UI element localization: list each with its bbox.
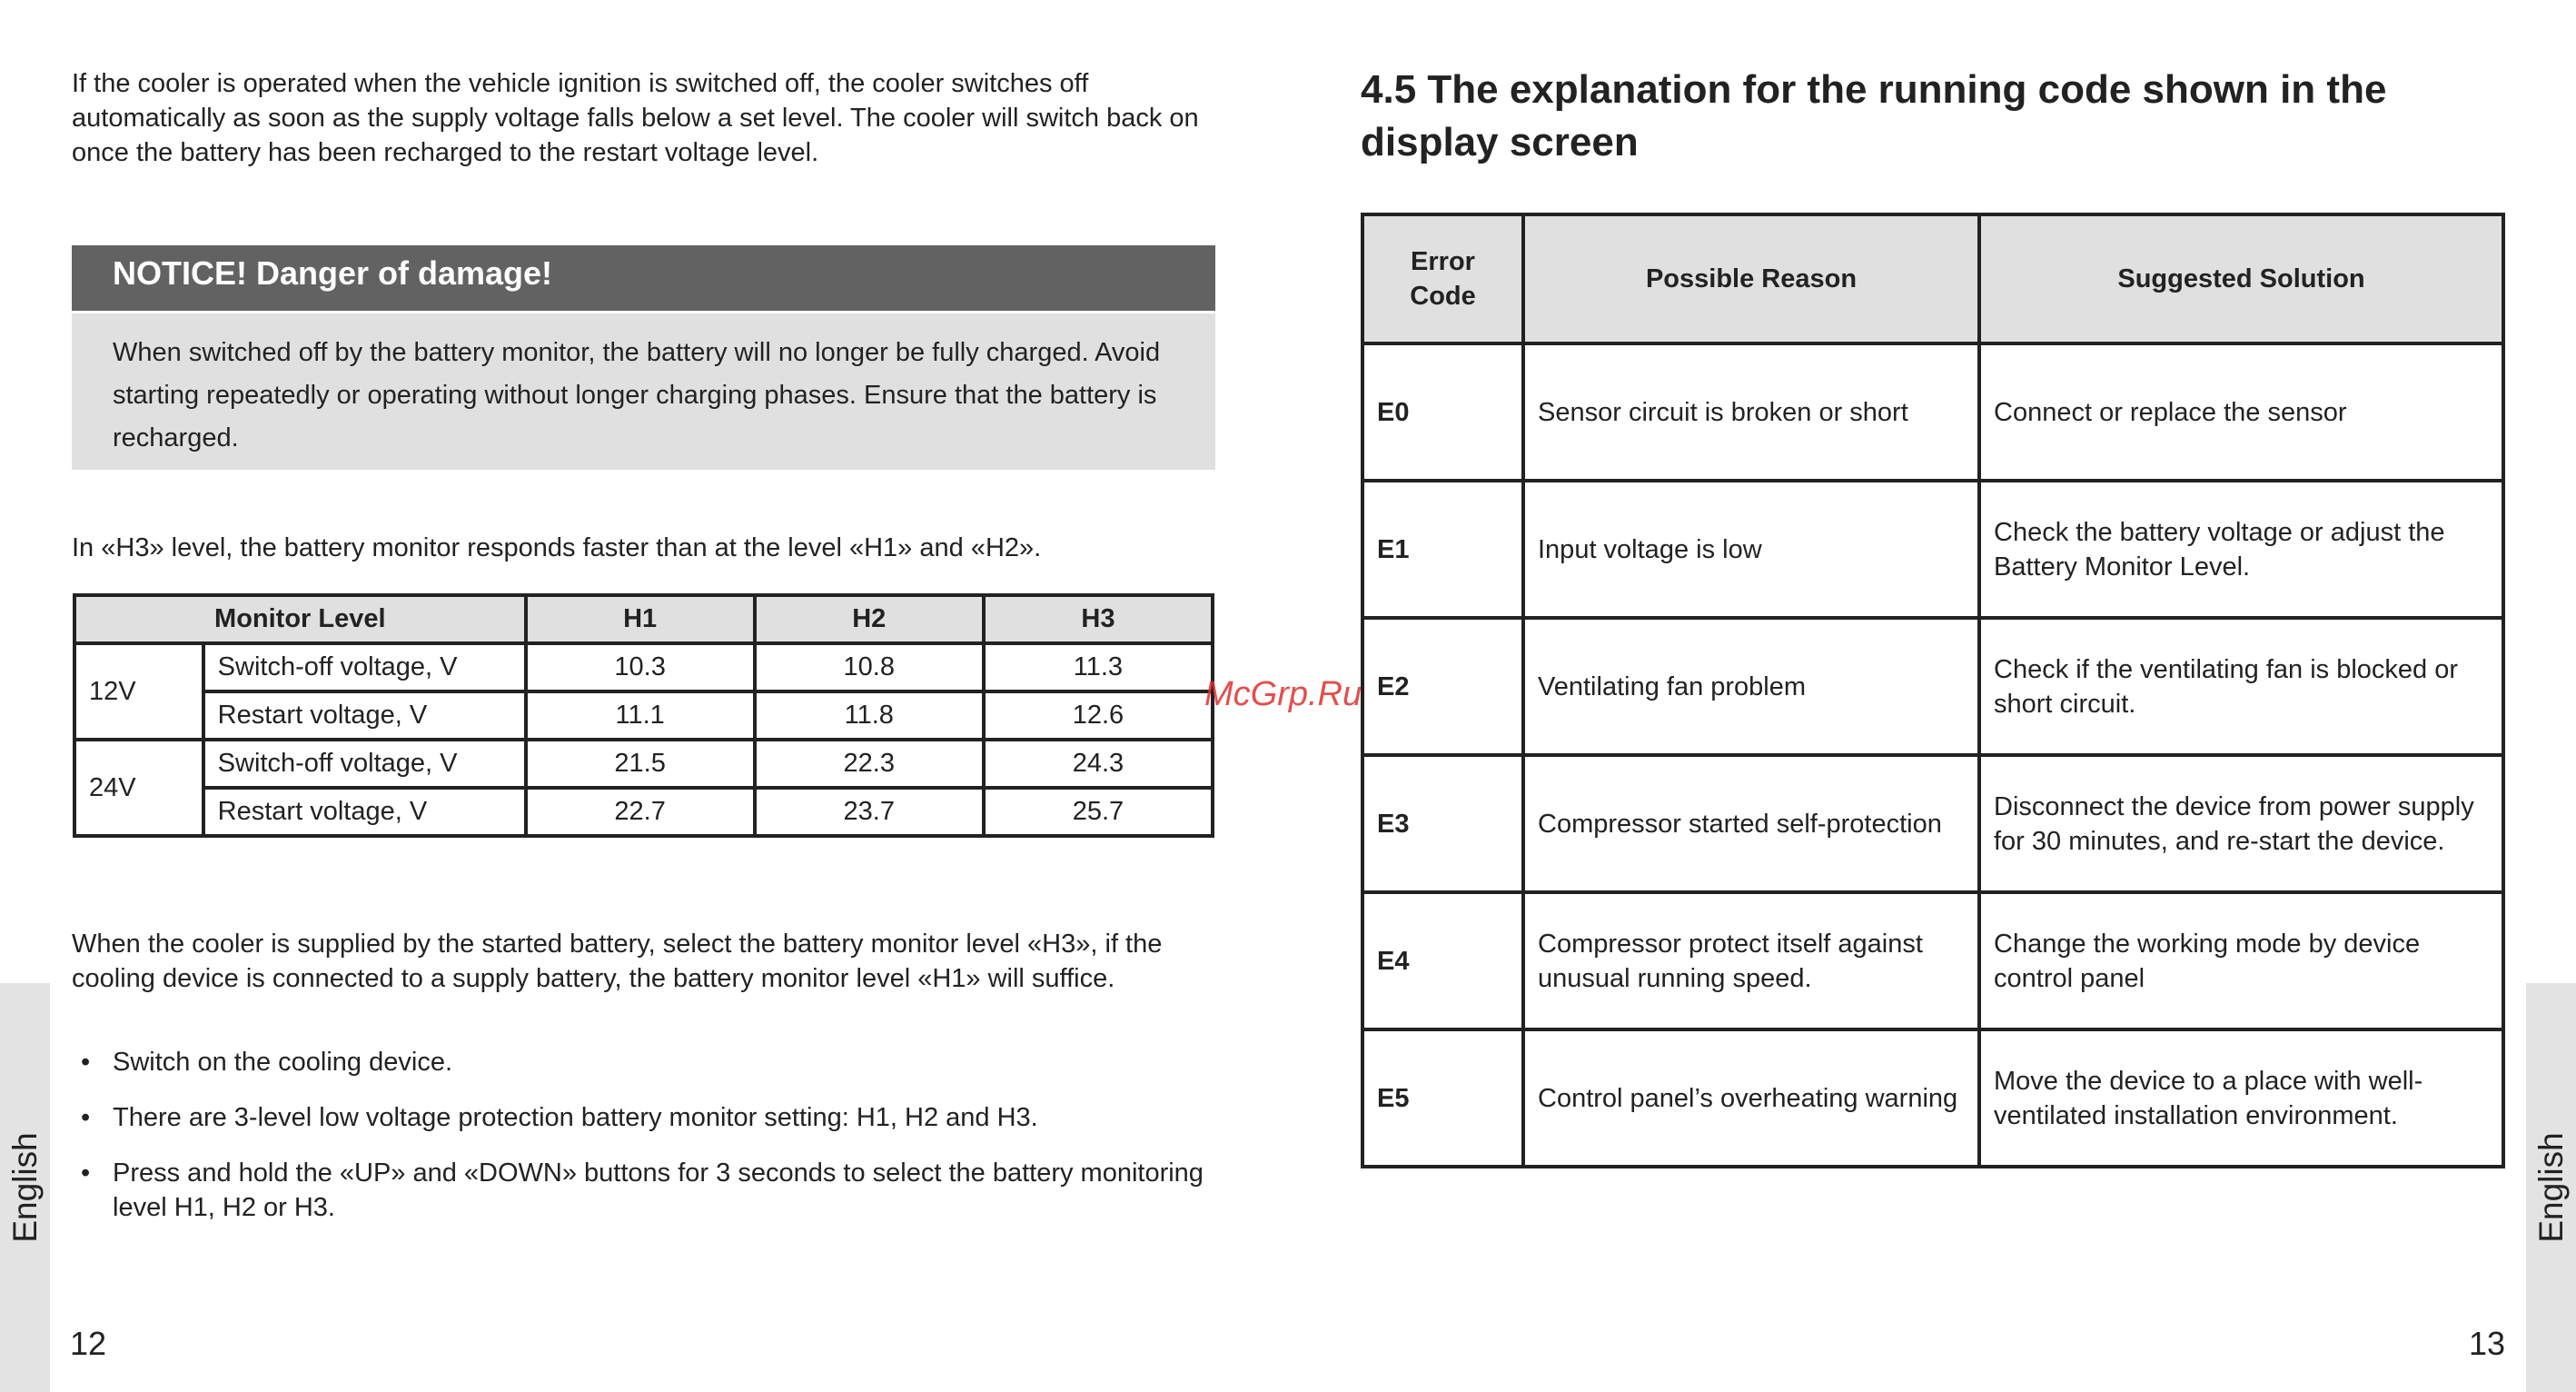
h3-value: 12.6 [984,691,1213,740]
possible-reason: Input voltage is low [1523,481,1979,618]
monitor-level-header: Monitor Level [74,595,526,643]
possible-reason: Ventilating fan problem [1523,618,1979,755]
intro-paragraph: If the cooler is operated when the vehicle ignition is switched off, the cooler switches off automatically as soon as the supply voltage falls below a set level. The cooler will switch back on once the battery has been recharged to the restart voltage level. [72,69,1199,167]
table-row [1362,1029,2503,1167]
suggested-solution: Move the device to a place with well-ventilated installation environment. [1979,1029,2503,1167]
error-table-header-row [1362,214,2503,343]
monitor-level-table [73,593,1214,838]
h3-value: 24.3 [984,740,1213,788]
monitor-table-header-row [74,595,1213,643]
possible-reason: Compressor started self-protection [1523,755,1979,892]
h1-value: 22.7 [526,788,755,836]
suggested-solution: Disconnect the device from power supply for 30 minutes, and re-start the device. [1979,755,2503,892]
suggested-solution: Connect or replace the sensor [1979,343,2503,481]
h3-header: H3 [984,595,1213,643]
error-code: E4 [1362,892,1523,1029]
language-label: English [2531,1132,2570,1243]
suggested-solution: Change the working mode by device control panel [1979,892,2503,1029]
table-row [1362,343,2503,481]
language-tab-left [0,983,50,1392]
error-code-header: Error Code [1362,214,1523,343]
voltage-group-cell: 24V [74,740,203,836]
language-label: English [5,1132,44,1243]
row-label: Switch-off voltage, V [203,740,526,788]
table-row [74,740,1213,788]
table-row [1362,481,2503,618]
row-label: Restart voltage, V [203,788,526,836]
error-code: E5 [1362,1029,1523,1167]
h3-value: 25.7 [984,788,1213,836]
table-row [74,788,1213,836]
error-code: E0 [1362,343,1523,481]
level-note: In «H3» level, the battery monitor responds faster than at the level «H1» and «H2». [72,533,1042,562]
list-item: • Press and hold the «UP» and «DOWN» buttons for 3 seconds to select the battery monitoring level H1, H2 or H3. [72,1156,1216,1225]
row-label: Restart voltage, V [203,691,526,740]
notice-title: NOTICE! Danger of damage! [72,245,1215,311]
possible-reason-header: Possible Reason [1523,214,1979,343]
possible-reason: Sensor circuit is broken or short [1523,343,1979,481]
table-row [1362,892,2503,1029]
row-label: Switch-off voltage, V [203,643,526,691]
h1-value: 11.1 [526,691,755,740]
h3-value: 11.3 [984,643,1213,691]
h1-value: 10.3 [526,643,755,691]
page-number-left: 12 [70,1325,107,1362]
right-page [1288,0,2576,1392]
h2-value: 23.7 [755,788,984,836]
error-code: E1 [1362,481,1523,618]
table-row [74,643,1213,691]
h2-value: 10.8 [755,643,984,691]
h1-header: H1 [526,595,755,643]
possible-reason: Compressor protect itself against unusual running speed. [1523,892,1979,1029]
h2-value: 22.3 [755,740,984,788]
table-row [1362,755,2503,892]
suggested-solution: Check if the ventilating fan is blocked or short circuit. [1979,618,2503,755]
list-item: • There are 3-level low voltage protection battery monitor setting: H1, H2 and H3. [72,1100,1216,1135]
watermark: McGrp.Ru [1204,675,1362,713]
voltage-group-cell: 12V [74,643,203,740]
h2-header: H2 [755,595,984,643]
section-title: 4.5 The explanation for the running code shown in the display screen [1361,67,2387,164]
error-code-table [1361,213,2505,1168]
suggested-solution: Check the battery voltage or adjust the Battery Monitor Level. [1979,481,2503,618]
supply-note: When the cooler is supplied by the started battery, select the battery monitor level «H3», if the cooling device is connected to a supply battery, the battery monitor level «H1» will suffice. [72,930,1163,993]
notice-box [72,245,1215,470]
language-tab-right [2526,983,2576,1392]
suggested-solution-header: Suggested Solution [1979,214,2503,343]
list-item: • Switch on the cooling device. [72,1045,1216,1079]
error-code: E3 [1362,755,1523,892]
instruction-list [72,1045,1216,1246]
table-row [1362,618,2503,755]
page-number-right: 13 [2469,1325,2506,1362]
possible-reason: Control panel’s overheating warning [1523,1029,1979,1167]
error-code: E2 [1362,618,1523,755]
table-row [74,691,1213,740]
notice-body: When switched off by the battery monitor, the battery will no longer be fully charged. Avoid starting repeatedly or operating without longer charging phases. Ensure that the battery is recharged. [72,313,1215,470]
h2-value: 11.8 [755,691,984,740]
h1-value: 21.5 [526,740,755,788]
